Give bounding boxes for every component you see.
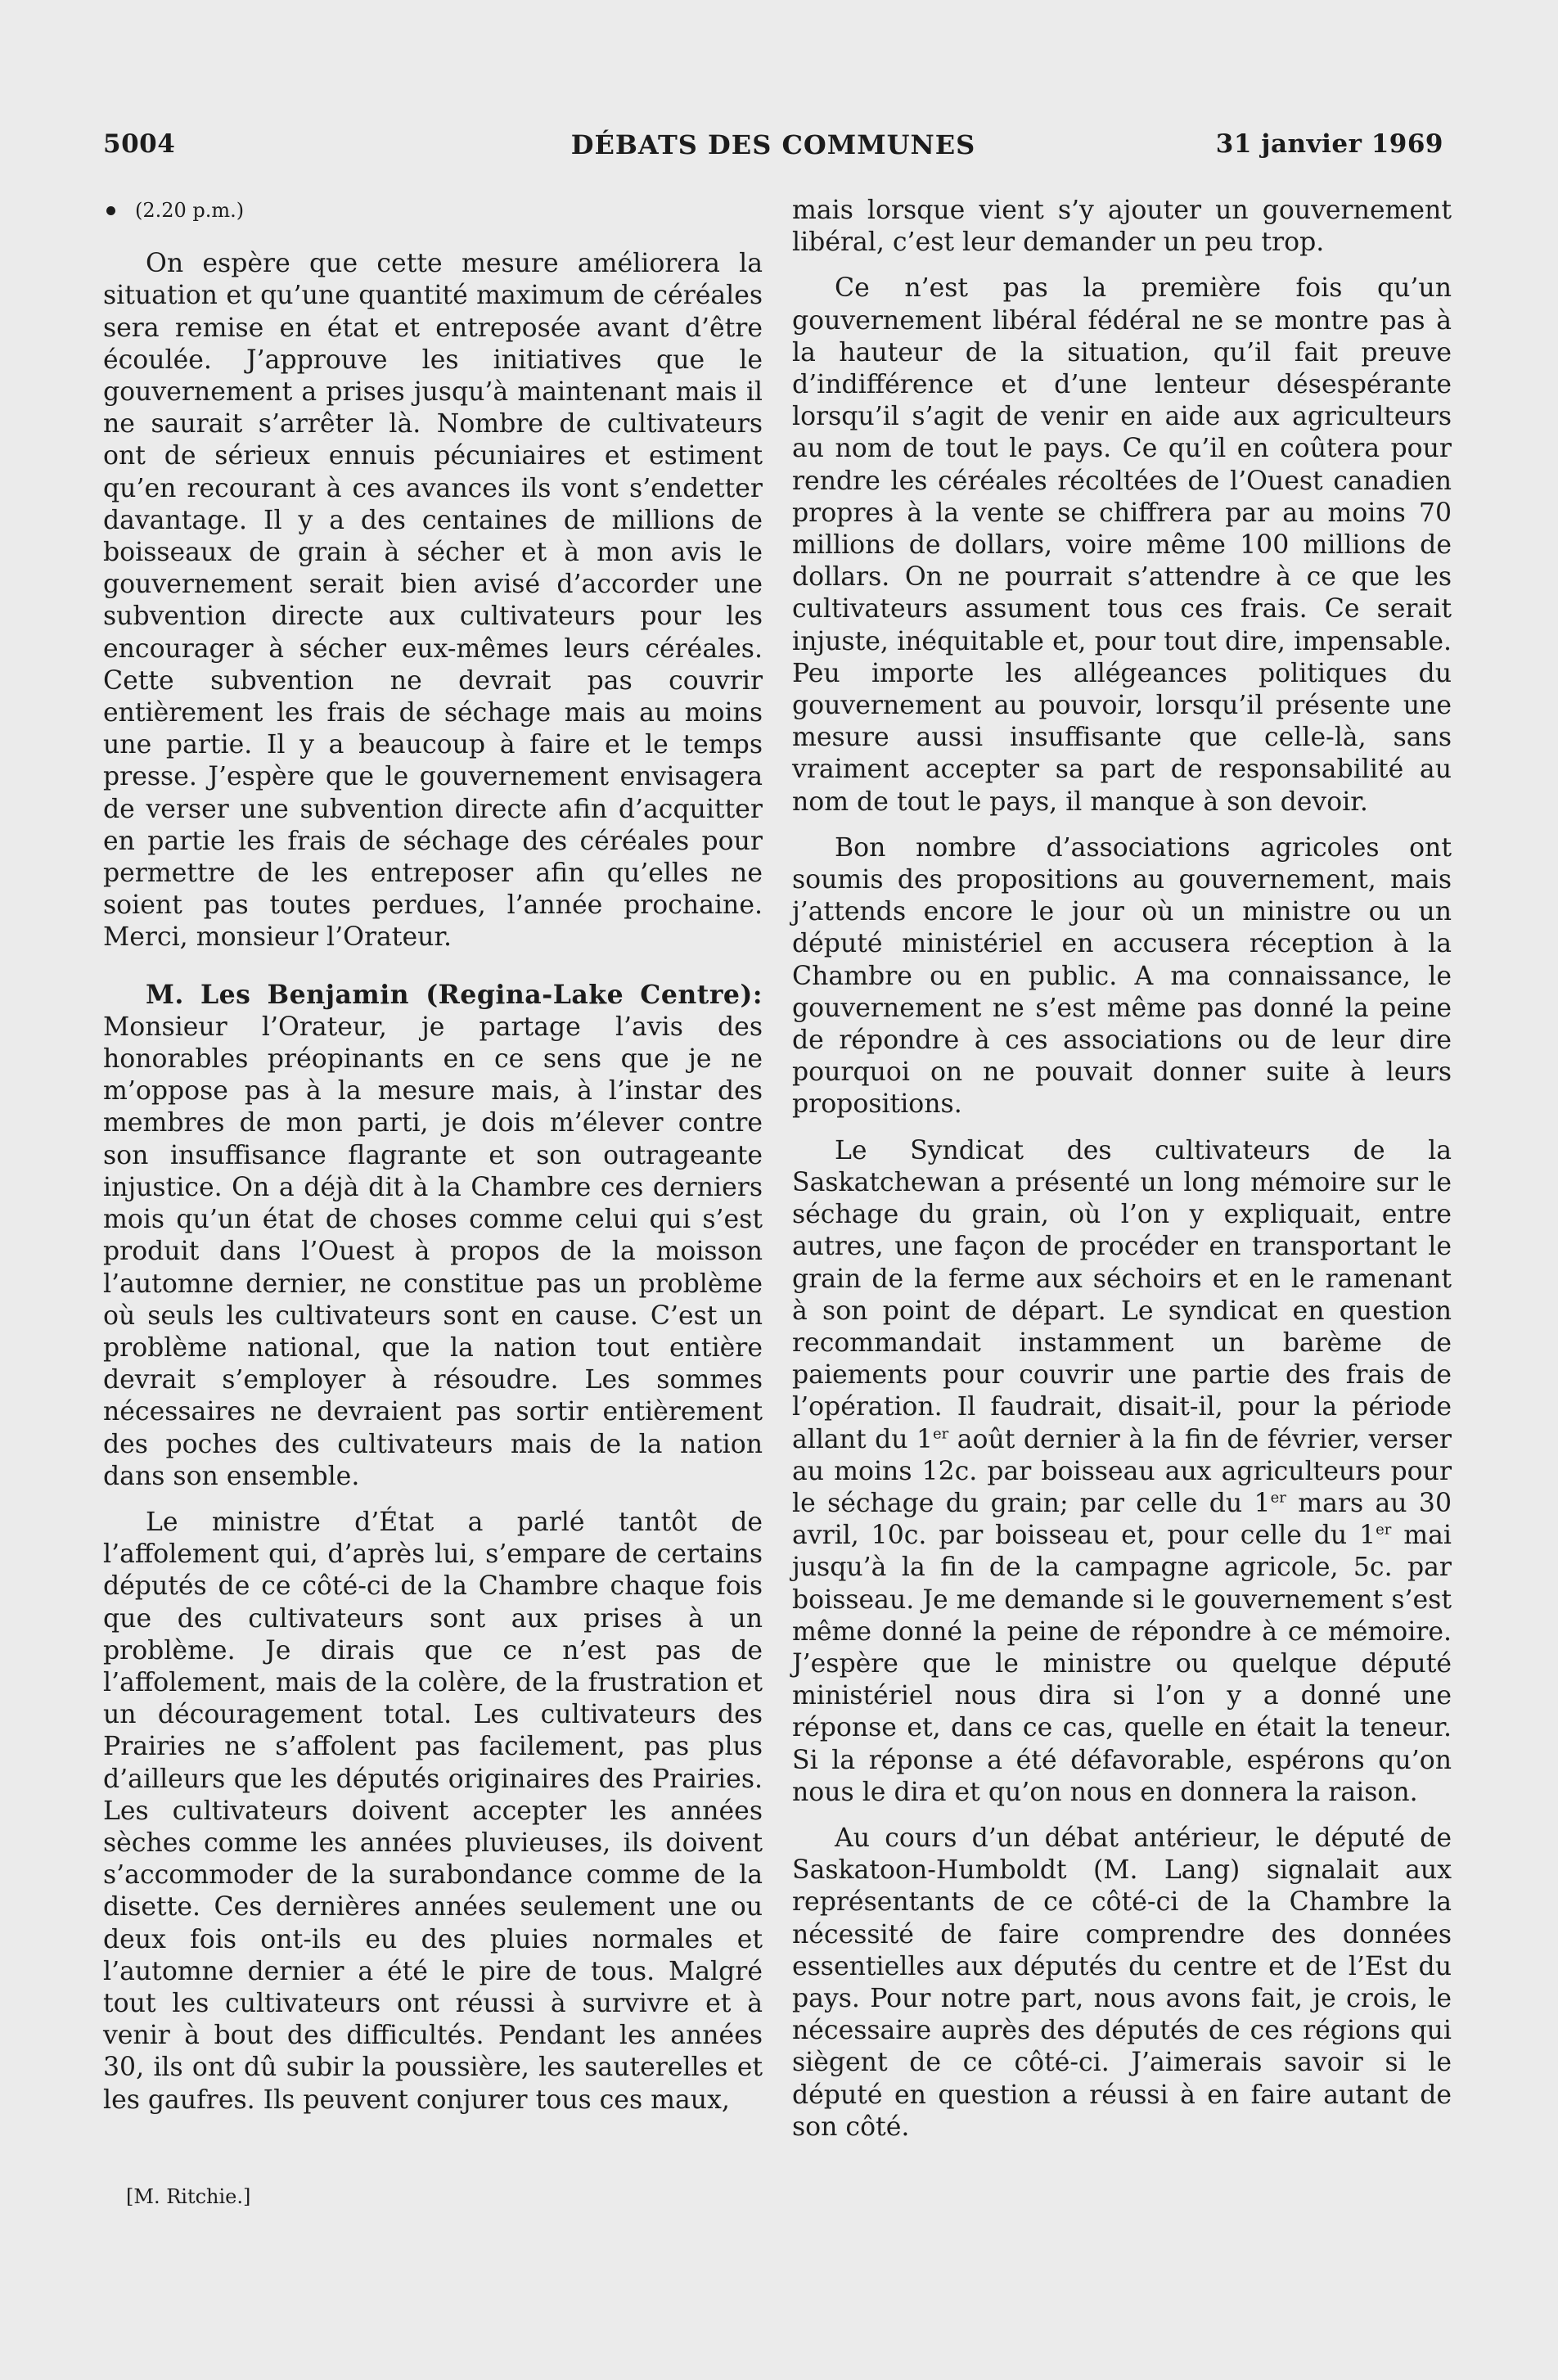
speaker-name: M. Les Benjamin (Regina-Lake Centre): (146, 979, 763, 1010)
time-text: (2.20 p.m.) (135, 199, 245, 222)
page-date: 31 janvier 1969 (1215, 129, 1443, 159)
superscript: er (1270, 1489, 1286, 1507)
superscript: er (1376, 1521, 1392, 1539)
right-column (792, 195, 1452, 2143)
paragraph: Au cours d’un débat antérieur, le député de Saskatoon-Humboldt (M. Lang) signalait aux représentants de ce côté-ci de la Chambre la nécessité de faire comprendre des données essentielles aux députés du centre et de l’Est du pays. Pour notre part, nous avons fait, je crois, le nécessaire auprès des députés de ces régions qui siègent de ce côté-ci. J’aimerais savoir si le député en question a réussi à en faire autant de son côté. (792, 1823, 1452, 2142)
speaker-paragraph (103, 979, 763, 1493)
footer-speaker-ref: [M. Ritchie.] (126, 2185, 251, 2208)
page-number: 5004 (103, 129, 176, 159)
paragraph: Le ministre d’État a parlé tantôt de l’affolement qui, d’après lui, s’empare de certains députés de ce côté-ci de la Chambre chaque fois que des cultivateurs sont aux prises à un problème. Je dirais que ce n’est pas de l’affolement, mais de la colère, de la frustration et un découragement total. Les cultivateurs des Prairies ne s’affolent pas facilement, pas plus d’ailleurs que les députés originaires des Prairies. Les cultivateurs doivent accepter les années sèches comme les années pluvieuses, ils doivent s’accommoder de la surabondance comme de la disette. Ces dernières années seulement une ou deux fois ont-ils eu des pluies normales et l’automne dernier a été le pire de tous. Malgré tout les cultivateurs ont réussi à survivre et à venir à bout des difficultés. Pendant les années 30, ils ont dû subir la poussière, les sauterelles et les gaufres. Ils peuvent conjurer tous ces maux, (103, 1507, 763, 2115)
superscript: er (933, 1425, 949, 1443)
paragraph-continued: mais lorsque vient s’y ajouter un gouvernement libéral, c’est leur demander un peu trop. (792, 196, 1452, 258)
paragraph: On espère que cette mesure améliorera la situation et qu’une quantité maximum de céréales sera remise en état et entreposée avant d’être écoulée. J’approuve les initiatives que le gouvernement a prises jusqu’à maintenant mais il ne saurait s’arrêter là. Nombre de cultivateurs ont de sérieux ennuis pécuniaires et estiment qu’en recourant à ces avances ils vont s’endetter davantage. Il y a des centaines de millions de boisseaux de grain à sécher et à mon avis le gouvernement serait bien avisé d’accorder une subvention directe aux cultivateurs pour les encourager à sécher eux-mêmes leurs céréales. Cette subvention ne devrait pas couvrir entièrement les frais de séchage mais au moins une partie. Il y a beaucoup à faire et le temps presse. J’espère que le gouvernement envisagera de verser une subvention directe afin d’acquitter en partie les frais de séchage des céréales pour permettre de les entreposer afin qu’elles ne soient pas toutes perdues, l’année prochaine. Merci, monsieur l’Orateur. (103, 249, 763, 953)
paragraph: Bon nombre d’associations agricoles ont soumis des propositions au gouvernement, mais j’attends encore le jour où un ministre ou un député ministériel en accusera réception à la Chambre ou en public. A ma connaissance, le gouvernement ne s’est même pas donné la peine de répondre à ces associations ou de leur dire pourquoi on ne pouvait donner suite à leurs propositions. (792, 832, 1452, 1120)
speaker-text: Monsieur l’Orateur, je partage l’avis des honorables préopinants en ce sens que je ne m’oppose pas à la mesure mais, à l’instar des membres de mon parti, je dois m’élever contre son insuffisance flagrante et son outrageante injustice. On a déjà dit à la Chambre ces derniers mois qu’un état de choses comme celui qui s’est produit dans l’Ouest à propos de la moisson l’automne dernier, ne constitue pas un problème où seuls les cultivateurs sont en cause. C’est un problème national, que la nation tout entière devrait s’employer à résoudre. Les sommes nécessaires ne devraient pas sortir entièrement des poches des cultivateurs mais de la nation dans son ensemble. (103, 1012, 763, 1491)
bullet-icon (106, 206, 115, 215)
page-header (103, 129, 1443, 170)
text-run: Le Syndicat des cultivateurs de la Saskatchewan a présenté un long mémoire sur le séchage du grain, où l’on y expliquait, entre autres, une façon de procéder en transportant le grain de la ferme aux séchoirs et en le ramenant à son point de départ. Le syndicat en question recommandait instamment un barème de paiements pour couvrir une partie des frais de l’opération. Il faudrait, disait-il, pour la période allant du 1 (792, 1135, 1452, 1454)
text-run: août dernier à la fin de février, verser au moins 12c. par boisseau aux agriculteurs pour le séchage du grain; par celle du 1 (792, 1424, 1452, 1518)
text-run: mai jusqu’à la fin de la campagne agricole, 5c. par boisseau. Je me demande si le gouvernement s’est même donné la peine de répondre à ce mémoire. J’espère que le ministre ou quelque député ministériel nous dira si l’on y a donné une réponse et, dans ce cas, quelle en était la teneur. Si la réponse a été défavorable, espérons qu’on nous le dira et qu’on nous en donnera la raison. (792, 1521, 1452, 1807)
page-title: DÉBATS DES COMMUNES (570, 129, 976, 160)
left-column (103, 195, 763, 2116)
time-marker (103, 195, 763, 227)
text-run: mars au 30 avril, 10c. par boisseau et, pour celle du 1 (792, 1488, 1452, 1551)
paragraph (792, 1135, 1452, 1809)
paragraph: Ce n’est pas la première fois qu’un gouvernement libéral fédéral ne se montre pas à la hauteur de la situation, qu’il fait preuve d’indifférence et d’une lenteur désespérante lorsqu’il s’agit de venir en aide aux agriculteurs au nom de tout le pays. Ce qu’il en coûtera pour rendre les céréales récoltées de l’Ouest canadien propres à la vente se chiffrera par au moins 70 millions de dollars, voire même 100 millions de dollars. On ne pourrait s’attendre à ce que les cultivateurs assument tous ces frais. Ce serait injuste, inéquitable et, pour tout dire, impensable. Peu importe les allégeances politiques du gouvernement au pouvoir, lorsqu’il présente une mesure aussi insuffisante que celle-là, sans vraiment accepter sa part de responsabilité au nom de tout le pays, il manque à son devoir. (792, 273, 1452, 817)
